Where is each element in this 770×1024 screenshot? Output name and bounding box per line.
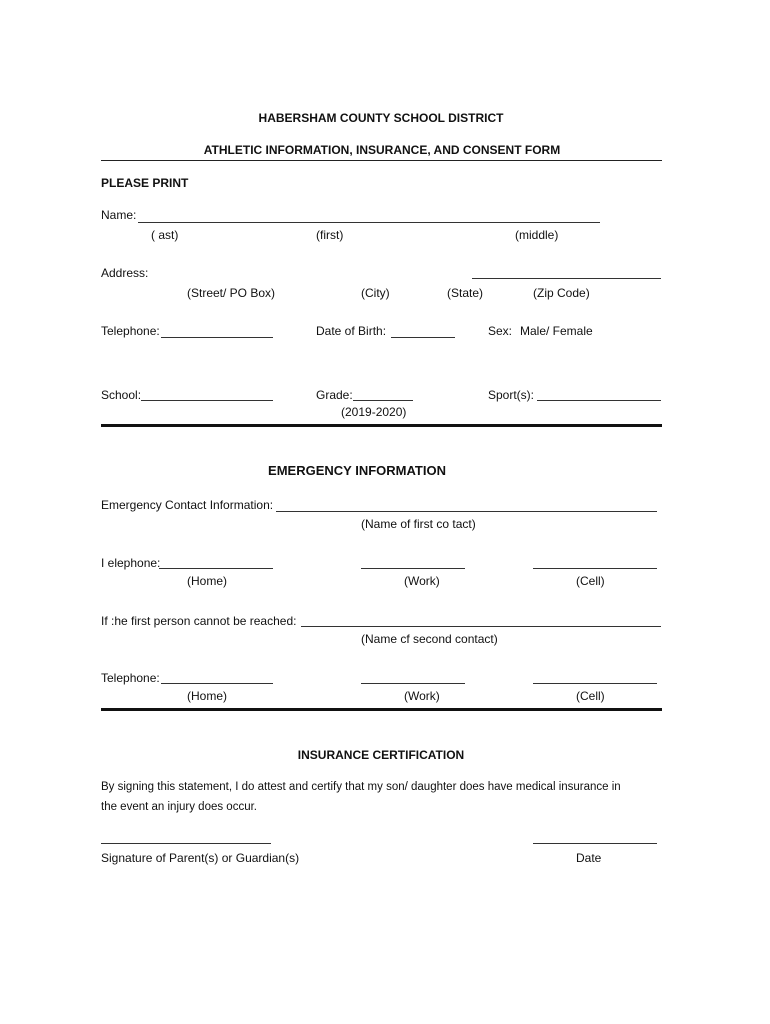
sports-field[interactable] xyxy=(537,400,661,401)
home-caption-1: (Home) xyxy=(187,574,228,588)
telephone-field[interactable] xyxy=(161,337,273,338)
telephone-label: Telephone: xyxy=(101,324,160,338)
last-name-caption: ( ast) xyxy=(151,228,179,242)
emergency-telephone-label-2: Telephone: xyxy=(101,671,160,685)
school-label: School: xyxy=(101,388,142,402)
emergency-telephone-label-1: I elephone: xyxy=(101,556,161,570)
grade-year: (2019-2020) xyxy=(341,405,407,419)
insurance-statement-line-2: the event an injury does occur. xyxy=(101,801,257,813)
emergency-heading: EMERGENCY INFORMATION xyxy=(268,463,446,478)
form-title: ATHLETIC INFORMATION, INSURANCE, AND CONSENT FORM xyxy=(203,143,561,157)
sex-options: Male/ Female xyxy=(520,324,593,338)
school-field[interactable] xyxy=(141,400,273,401)
work-phone-field-1[interactable] xyxy=(361,568,465,569)
insurance-heading: INSURANCE CERTIFICATION xyxy=(297,748,465,762)
cell-caption-2: (Cell) xyxy=(576,689,605,703)
dob-label: Date of Birth: xyxy=(316,324,387,338)
signature-field[interactable] xyxy=(101,843,271,844)
home-phone-field-2[interactable] xyxy=(161,683,273,684)
state-caption: (State) xyxy=(447,286,484,300)
cell-caption-1: (Cell) xyxy=(576,574,605,588)
emergency-contact-label: Emergency Contact Information: xyxy=(101,498,274,512)
section-divider-2 xyxy=(101,708,662,711)
header-divider xyxy=(101,160,662,161)
dob-field[interactable] xyxy=(391,337,455,338)
middle-name-caption: (middle) xyxy=(515,228,559,242)
address-field[interactable] xyxy=(472,278,661,279)
second-contact-caption: (Name cf second contact) xyxy=(361,632,498,646)
signature-label: Signature of Parent(s) or Guardian(s) xyxy=(101,851,300,865)
cell-phone-field-2[interactable] xyxy=(533,683,657,684)
street-caption: (Street/ PO Box) xyxy=(187,286,276,300)
work-caption-1: (Work) xyxy=(404,574,440,588)
home-phone-field-1[interactable] xyxy=(159,568,273,569)
cell-phone-field-1[interactable] xyxy=(533,568,657,569)
district-title: HABERSHAM COUNTY SCHOOL DISTRICT xyxy=(258,111,504,125)
second-contact-field[interactable] xyxy=(301,626,661,627)
zip-caption: (Zip Code) xyxy=(533,286,590,300)
first-contact-caption: (Name of first co tact) xyxy=(361,517,476,531)
grade-label: Grade: xyxy=(316,388,353,402)
sex-label: Sex: xyxy=(488,324,513,338)
work-caption-2: (Work) xyxy=(404,689,440,703)
second-contact-label: If :he first person cannot be reached: xyxy=(101,614,297,628)
address-label: Address: xyxy=(101,266,149,280)
date-label: Date xyxy=(576,851,602,865)
work-phone-field-2[interactable] xyxy=(361,683,465,684)
name-field[interactable] xyxy=(138,222,600,223)
date-field[interactable] xyxy=(533,843,657,844)
section-divider-1 xyxy=(101,424,662,427)
home-caption-2: (Home) xyxy=(187,689,228,703)
first-name-caption: (first) xyxy=(316,228,344,242)
insurance-statement-line-1: By signing this statement, I do attest and certify that my son/ daughter does have medical insurance in xyxy=(101,781,621,793)
name-label: Name: xyxy=(101,208,137,222)
first-contact-field[interactable] xyxy=(276,511,657,512)
city-caption: (City) xyxy=(361,286,390,300)
grade-field[interactable] xyxy=(353,400,413,401)
please-print-label: PLEASE PRINT xyxy=(101,176,189,190)
sports-label: Sport(s): xyxy=(488,388,535,402)
